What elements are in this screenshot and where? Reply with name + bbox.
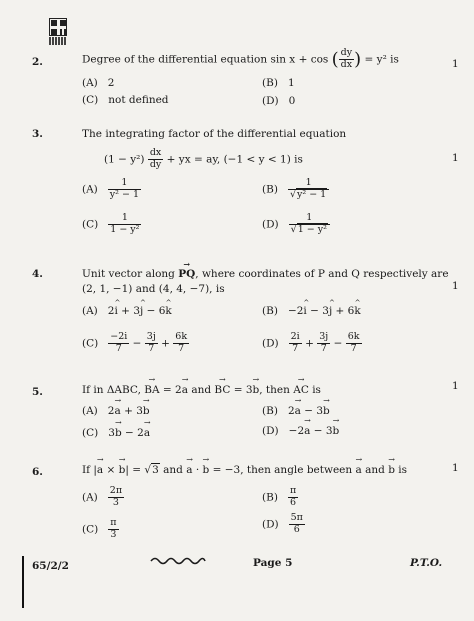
paper-code: 65/2/2 [32, 560, 69, 572]
q5-number: 5. [32, 386, 43, 398]
q4-text: Unit vector along PQ →, where coordinates of P and Q respectively are [82, 268, 452, 280]
q5-option-d: (D) −2a → − 3b → [262, 425, 339, 437]
q5-option-c: (C) 3b → − 2a → [82, 427, 150, 439]
paren-right: ) [354, 48, 362, 70]
q6-option-a: (A) $\frac{2\pi}{3}$ [82, 485, 123, 508]
q3-equation: (1 − y²) $\frac{dx}{dy}$ + yx = ay, (−1 < y < 1) is [104, 147, 303, 170]
vector-pq: PQ → [178, 268, 195, 280]
q6-option-b: (B) $\frac{\pi}{6}$ [262, 485, 297, 508]
q4-option-b: (B) −2i ^ − 3j ^ + 6k ^ [262, 305, 361, 317]
page-number: Page 5 [253, 557, 293, 569]
q2-text-post: = y² is [364, 53, 399, 66]
q2-option-d: (D) 0 [262, 95, 296, 107]
q4-option-d: (D) $\frac{2i}{7}$ + $\frac{3j}{7}$ − $\frac{6k}{7}$ [262, 331, 360, 354]
q4-marks: 1 [452, 280, 459, 292]
q4-number: 4. [32, 268, 43, 280]
pto-label: P.T.O. [410, 557, 443, 569]
q2-marks: 1 [452, 58, 459, 70]
q2-text-pre: Degree of the differential equation sin x + cos [82, 53, 329, 66]
q4-option-a: (A) 2i ^ + 3j ^ − 6k ^ [82, 305, 172, 317]
q5-marks: 1 [452, 380, 459, 392]
q3-text: The integrating factor of the differential equation [82, 128, 347, 140]
wavy-divider-icon [150, 556, 206, 566]
q2-fraction: $\frac{dy}{dx}$ [340, 47, 353, 70]
q6-option-d: (D) $\frac{5\pi}{6}$ [262, 512, 303, 535]
q2-option-c: (C) not defined [82, 94, 169, 106]
paren-left: ( [331, 48, 339, 70]
q3-option-d: (D) $\frac{1}{\text{√1 − y²}}$ [262, 213, 330, 236]
q5-option-b: (B) 2a → − 3b → [262, 405, 330, 417]
q3-number: 3. [32, 128, 43, 140]
q6-option-c: (C) $\frac{\pi}{3}$ [82, 517, 117, 540]
q3-option-b: (B) $\frac{1}{\text{√y² − 1}}$ [262, 178, 329, 201]
q4-option-c: (C) $\frac{-2i}{7}$ − $\frac{3j}{7}$ + $\frac{6k}{7}$ [82, 331, 188, 354]
qr-code-icon [49, 18, 67, 36]
q6-marks: 1 [452, 462, 459, 474]
q3-option-c: (C) $\frac{1}{\text{1 − y²}}$ [82, 212, 140, 235]
q6-text: If |a → × b →| = √3 and a → · b → = −3, then angle between a → and b → is [82, 464, 407, 476]
q2-number: 2. [32, 56, 43, 68]
q2-text [82, 48, 399, 71]
q4-text-line2: (2, 1, −1) and (4, 4, −7), is [82, 283, 225, 295]
margin-line [22, 556, 24, 608]
q2-option-a: (A) 2 [82, 77, 115, 89]
q5-option-a: (A) 2a → + 3b → [82, 405, 150, 417]
q3-option-a: (A) $\frac{1}{\text{y² − 1}}$ [82, 177, 140, 200]
barcode-icon [49, 37, 67, 45]
q6-number: 6. [32, 466, 43, 478]
q2-option-b: (B) 1 [262, 77, 295, 89]
q3-marks: 1 [452, 152, 459, 164]
q5-text: If in ΔABC, BA → = 2a → and BC → = 3b →, then AC → is [82, 384, 321, 396]
